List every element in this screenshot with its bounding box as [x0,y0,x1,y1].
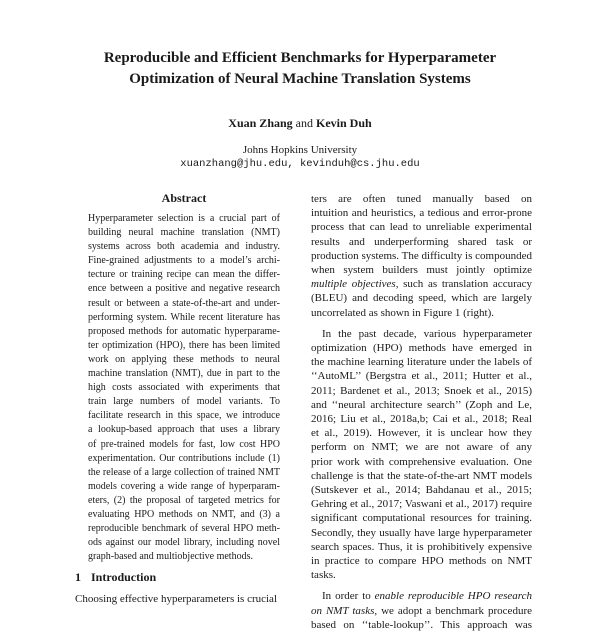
author-line [0,115,600,131]
body-line: based on ‘‘table-lookup’’. This approach was [311,618,532,631]
line-text: , such as translation accuracy [395,278,533,291]
body-line: (BLEU) and decoding speed, which are largely [311,292,532,305]
body-line [311,277,532,291]
author-emails: xuanzhang@jhu.edu, kevinduh@cs.jhu.edu [180,158,420,170]
abstract-body [88,212,280,564]
abstract-line: proposed methods for automatic hyperparame- [88,325,280,337]
abstract-line: Hyperparameter selection is a crucial part of [88,213,280,224]
abstract-line: of pre-trained models for fast, low cost HPO [88,438,280,450]
paragraph-gap [311,320,532,327]
line-text: In order to [322,590,375,603]
line-text: , we adopt a benchmark procedure [374,604,532,617]
body-line: tasks. [311,569,336,582]
title-line: Optimization of Neural Machine Translation Systems [129,71,471,87]
author-conjunction: and [295,116,313,130]
abstract-line: evaluating HPO methods on NMT, and (3) a [88,508,280,520]
abstract-line: graph-based and multiobjective methods. [88,551,253,563]
abstract-line: ter optimization (HPO), there has been limited [88,339,280,351]
abstract-line: train large numbers of model variants. To [88,396,280,408]
section-number: 1 [75,570,81,584]
section-title: Introduction [91,570,157,584]
abstract-line: eters, (2) the proposal of targeted metrics for [88,494,280,506]
body-line: the machine learning literature under the labels of [311,356,532,369]
abstract-line: facilitate research in this space, we introduce [88,410,280,422]
abstract-line: experimentation. Our contributions include (1) [88,452,280,464]
abstract-line: a lookup-based approach that uses a library [88,424,280,436]
body-line: uncorrelated as shown in Figure 1 (right). [311,306,494,319]
body-line: prior work with comprehensive evaluation. One [311,455,532,468]
body-line: results and underperforming shared task or [311,235,532,248]
right-column-text [311,192,532,632]
body-line: and ‘‘neural architecture search’’ (Zoph and Le, [311,398,532,411]
emphasis-text: enable reproducible HPO research [374,590,532,603]
body-line: when system builders must jointly optimize [311,264,532,277]
body-line: et al., 2019). However, it is unclear how they [311,427,532,440]
body-line: intuition and heuristics, a tedious and error-prone [311,207,532,220]
body-line: In the past decade, various hyperparameter [322,327,532,340]
abstract-line: ods against our model library, including novel [88,537,280,549]
abstract-line: Fine-grained adjustments to a model’s archi- [88,255,280,267]
abstract-line: ence between a positive and negative research [88,283,280,295]
abstract-line: the release of a large collection of trained NMT [88,466,280,478]
body-line: Gehring et al., 2017; Vaswani et al., 2017) require [311,498,532,511]
abstract-line: systems across both academia and industry. [88,241,280,253]
abstract-line: models covering a wide range of hyperparam- [88,480,280,492]
intro-first-line: Choosing effective hyperparameters is crucial [75,593,277,605]
section-heading [75,570,295,584]
body-line: 2016; Liu et al., 2018a,b; Cai et al., 2018; Real [311,413,532,426]
body-line [311,604,532,618]
body-line: ‘‘AutoML’’ (Bergstra et al., 2011; Hutter et al., [311,370,532,383]
body-line: challenge is that the state-of-the-art NMT models [311,469,532,482]
body-line: in practice to compare HPO methods on NMT [311,555,532,568]
body-line: (Sutskever et al., 2014; Bahdanau et al., 2015; [311,484,532,497]
abstract-line: work on applying these methods to neural [88,353,280,365]
affiliation: Johns Hopkins University [242,144,358,156]
abstract-line: high costs associated with experiments that [88,382,280,394]
body-line: 2011; Bardenet et al., 2013; Snoek et al., 2015) [311,384,532,397]
body-line: optimization (HPO) methods have emerged in [311,342,532,355]
body-line [311,589,532,603]
body-line: significant computational resources for training. [311,512,532,525]
abstract-line: building neural machine translation (NMT) [88,227,280,239]
body-line: ters are often tuned manually based on [311,193,532,205]
abstract-line: performing system. While recent literature has [88,311,280,323]
abstract-heading: Abstract [161,191,207,205]
body-line: production systems. The difficulty is compounded [311,249,532,262]
emphasis-text: multiple objectives [311,278,396,291]
abstract-line: machine translation (NMT), due in part to the [88,368,280,380]
body-line: process that can lead to unreliable experimental [311,221,532,234]
abstract-line: tecture or training recipe can mean the differ- [88,269,280,281]
body-line: Secondly, they usually have large hyperparameter [311,526,532,539]
title-line: Reproducible and Efficient Benchmarks for Hyperparameter [103,50,497,66]
author-name: Kevin Duh [316,116,372,130]
body-line: perform on NMT; we are not aware of any [311,441,532,454]
abstract-line: reproducible benchmark of several HPO meth- [88,523,280,535]
author-name: Xuan Zhang [228,116,293,130]
paper-title [60,48,540,90]
paragraph-gap [311,582,532,589]
abstract-line: result or between a state-of-the-art and under- [88,297,280,309]
body-line: search spaces. Thus, it is prohibitively expensive [311,540,532,553]
emphasis-text: on NMT tasks [311,604,375,617]
